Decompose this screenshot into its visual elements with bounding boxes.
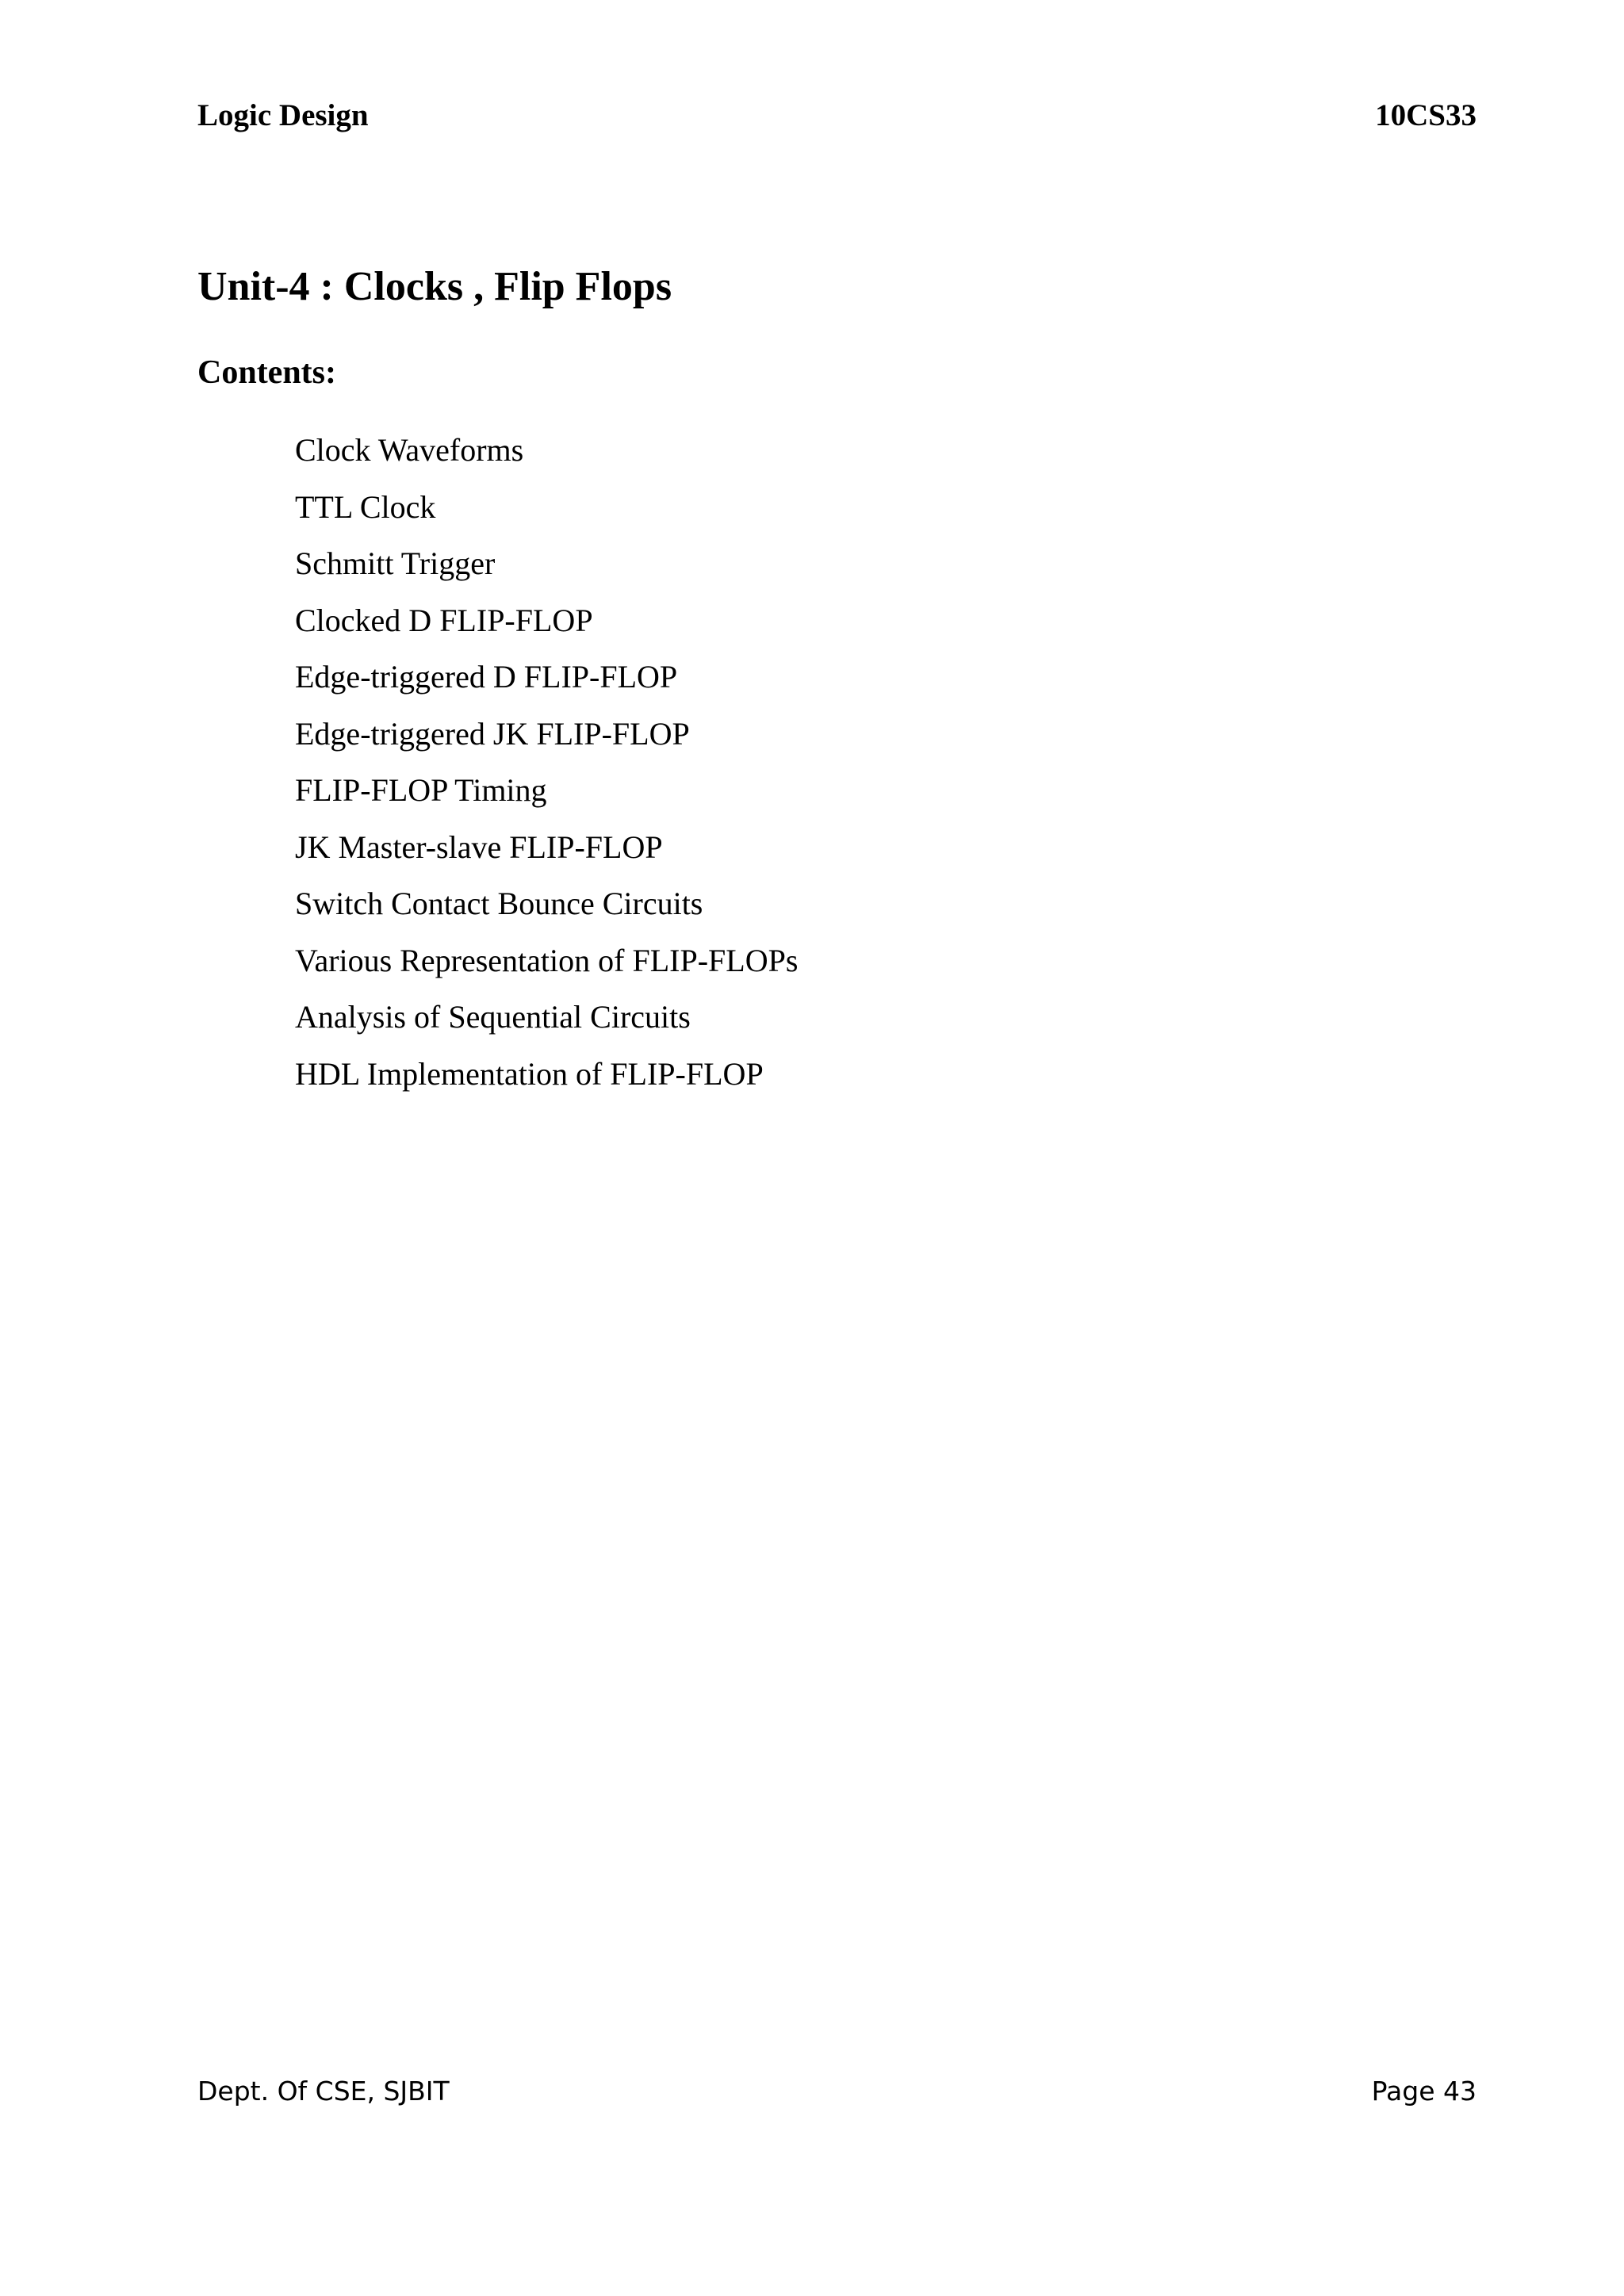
contents-list [295,422,798,1102]
footer-department: Dept. Of CSE, SJBIT [197,2076,450,2107]
contents-item: FLIP-FLOP Timing [295,772,547,808]
contents-item: HDL Implementation of FLIP-FLOP [295,1055,764,1092]
contents-item: JK Master-slave FLIP-FLOP [295,828,663,865]
contents-item: Edge-triggered JK FLIP-FLOP [295,715,690,752]
contents-item: Clocked D FLIP-FLOP [295,602,593,638]
contents-item: Schmitt Trigger [295,545,496,581]
contents-item: Analysis of Sequential Circuits [295,999,691,1035]
header-course-title: Logic Design [197,98,369,132]
contents-heading: Contents: [197,354,336,391]
contents-item: Clock Waveforms [295,432,524,468]
contents-item: Edge-triggered D FLIP-FLOP [295,659,678,695]
footer-page-number: Page 43 [1371,2076,1477,2107]
header-course-code: 10CS33 [1375,98,1477,132]
unit-title: Unit-4 : Clocks , Flip Flops [197,264,672,309]
contents-item: Various Representation of FLIP-FLOPs [295,942,799,978]
contents-item: TTL Clock [295,488,436,525]
contents-item: Switch Contact Bounce Circuits [295,886,703,921]
